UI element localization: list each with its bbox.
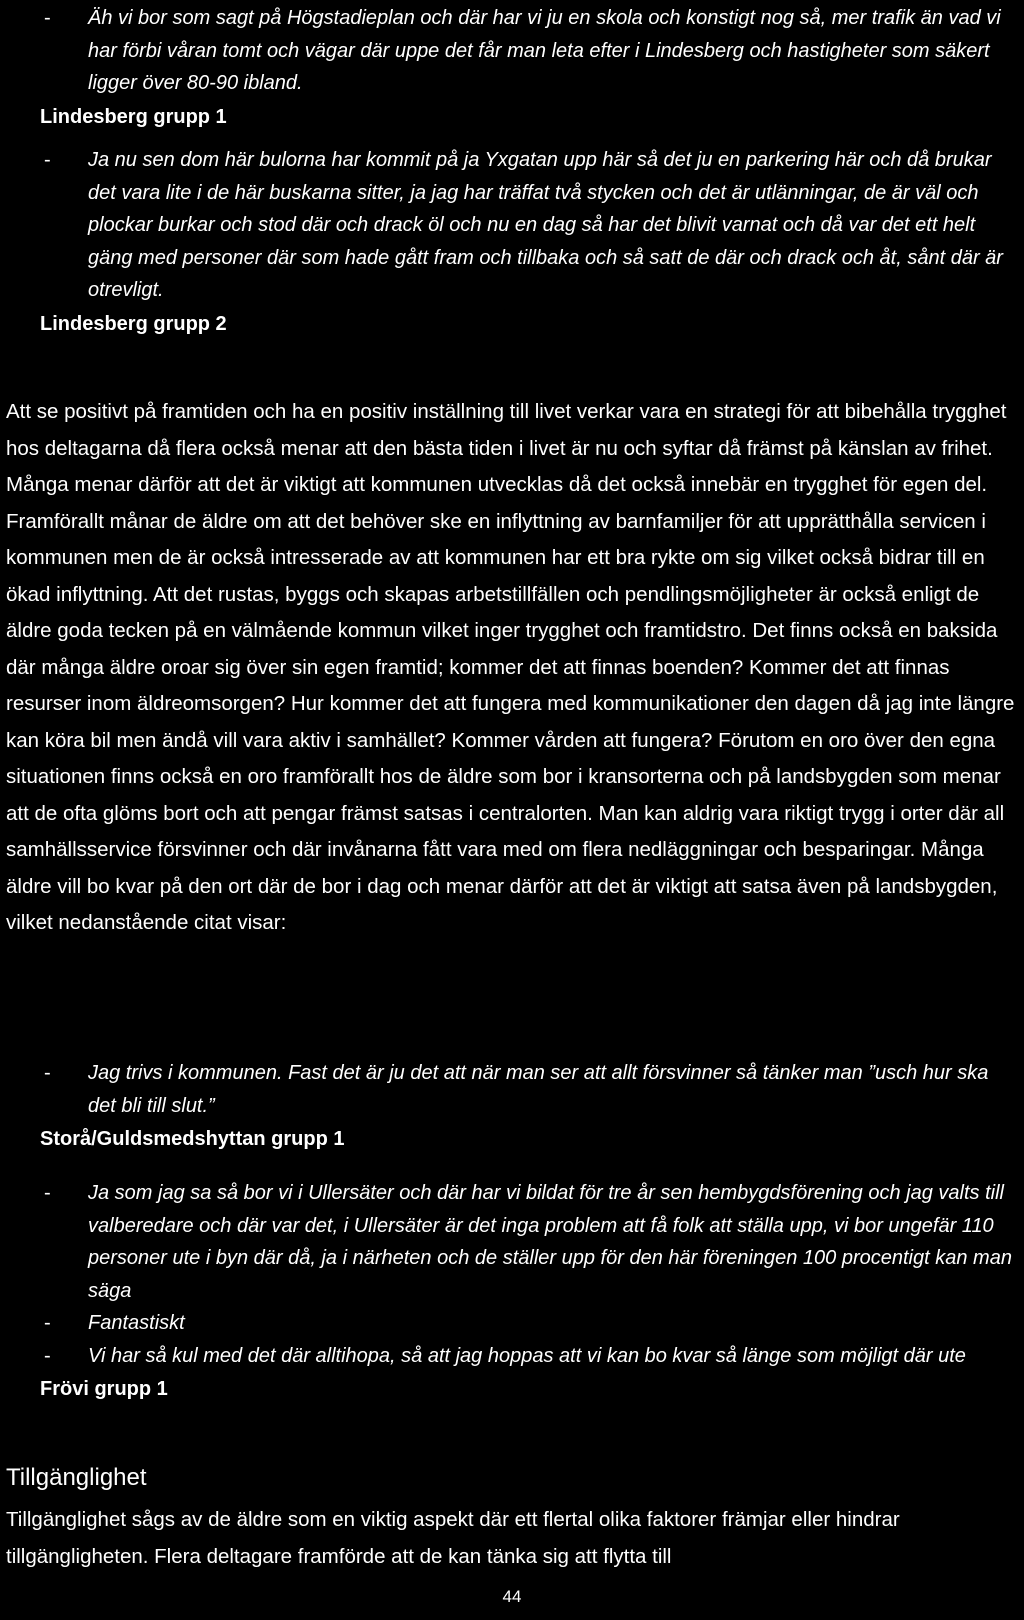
quote-text: Äh vi bor som sagt på Högstadieplan och där har vi ju en skola och konstigt nog så, mer trafik än vad vi har förbi våran tomt och vägar där uppe det får man leta efter i Lindesberg och hastigheter som säkert ligger över 80-90 ibland. — [88, 7, 1001, 94]
quote-attribution: Storå/Guldsmedshyttan grupp 1 — [40, 1128, 345, 1150]
quote-item — [40, 1177, 1020, 1307]
quote-item — [40, 1307, 1020, 1340]
quote-attribution: Frövi grupp 1 — [40, 1378, 168, 1400]
quote-dash: - — [44, 1182, 51, 1204]
quote-block-frovi — [40, 1177, 1020, 1406]
quote-text: Ja nu sen dom här bulorna har kommit på ja Yxgatan upp här så det ju en parkering här och då brukar det vara lite i de här buskarna sitter, ja jag har träffat två stycken och det är utlänningar, de är väl och plockar burkar och stod där och drack öl och nu en dag så har det blivit varnat och då var det ett helt gäng med personer där som hade gått fram och tillbaka och så satt de där och drack och åt, sånt där är otrevligt. — [88, 149, 1003, 301]
quote-text: Ja som jag sa så bor vi i Ullersäter och där har vi bildat för tre år sen hembygdsförening och jag valts till valberedare och där var det, i Ullersäter är det inga problem att få folk att ställa upp, vi bor ungefär 110 personer ute i byn där då, ja i närheten och de ställer upp för den här föreningen 100 procentigt kan man säga — [88, 1182, 1012, 1302]
page-number: 44 — [502, 1587, 522, 1606]
quote-attribution: Lindesberg grupp 2 — [40, 312, 227, 335]
quote-block-lindesberg-1 — [40, 2, 1020, 134]
quote-text: Fantastiskt — [88, 1312, 185, 1334]
quote-dash: - — [44, 7, 51, 29]
body-paragraph: Att se positivt på framtiden och ha en positiv inställning till livet verkar vara en strategi för att bibehålla trygghet hos deltagarna då flera också menar att den bästa tiden i livet är nu och syftar då främst på känslan av frihet. Många menar därför att det är viktigt att kommunen utvecklas då det också innebär en trygghet för egen del. Framförallt månar de äldre om att det behöver ske en inflyttning av barnfamiljer för att upprätthålla servicen i kommunen men de är också intresserade av att kommunen har ett bra rykte om sig vilket också bidrar till en ökad inflyttning. Att det rustas, byggs och skapas arbetstillfällen och pendlingsmöjligheter är också enligt de äldre goda tecken på en välmående kommun vilket inger trygghet och framtidstro. Det finns också en baksida där många äldre oroar sig över sin egen framtid; kommer det att finnas boenden? Kommer det att finnas resurser inom äldreomsorgen? Hur kommer det att fungera med kommunikationer den dagen då jag inte längre kan köra bil men ändå vill vara aktiv i samhället? Kommer vården att fungera? Förutom en oro över den egna situationen finns också en oro framförallt hos de äldre som bor i kransorterna och på landsbygden som menar att de ofta glöms bort och att pengar främst satsas i centralorten. Man kan aldrig vara riktigt trygg i orter där all samhällsservice försvinner och där invånarna fått vara med om flera nedläggningar och besparingar. Många äldre vill bo kvar på den ort där de bor i dag och menar därför att det är viktigt att satsa även på landsbygden, vilket nedanstående citat visar: — [6, 400, 1015, 934]
quote-text: Vi har så kul med det där alltihopa, så att jag hoppas att vi kan bo kvar så länge som möjligt där ute — [88, 1344, 966, 1367]
quote-dash: - — [44, 1062, 51, 1084]
quote-item — [40, 144, 1020, 307]
quote-text: Jag trivs i kommunen. Fast det är ju det att när man ser att allt försvinner så tänker man ”usch hur ska det bli till slut.” — [88, 1062, 989, 1117]
quote-attribution: Lindesberg grupp 1 — [40, 105, 227, 128]
section-heading: Tillgänglighet — [6, 1464, 147, 1491]
quote-dash: - — [44, 1344, 51, 1367]
quote-dash: - — [44, 1312, 51, 1334]
quote-block-stora-guldsmedshyttan — [40, 1057, 1020, 1156]
quote-item — [40, 1057, 1020, 1122]
quote-dash: - — [44, 149, 51, 171]
quote-item — [40, 1340, 1020, 1373]
quote-item — [40, 2, 1020, 100]
quote-block-lindesberg-2 — [40, 144, 1020, 341]
section-body-paragraph: Tillgänglighet sågs av de äldre som en viktig aspekt där ett flertal olika faktorer främjar eller hindrar tillgängligheten. Flera deltagare framförde att de kan tänka sig att flytta till — [6, 1508, 900, 1568]
